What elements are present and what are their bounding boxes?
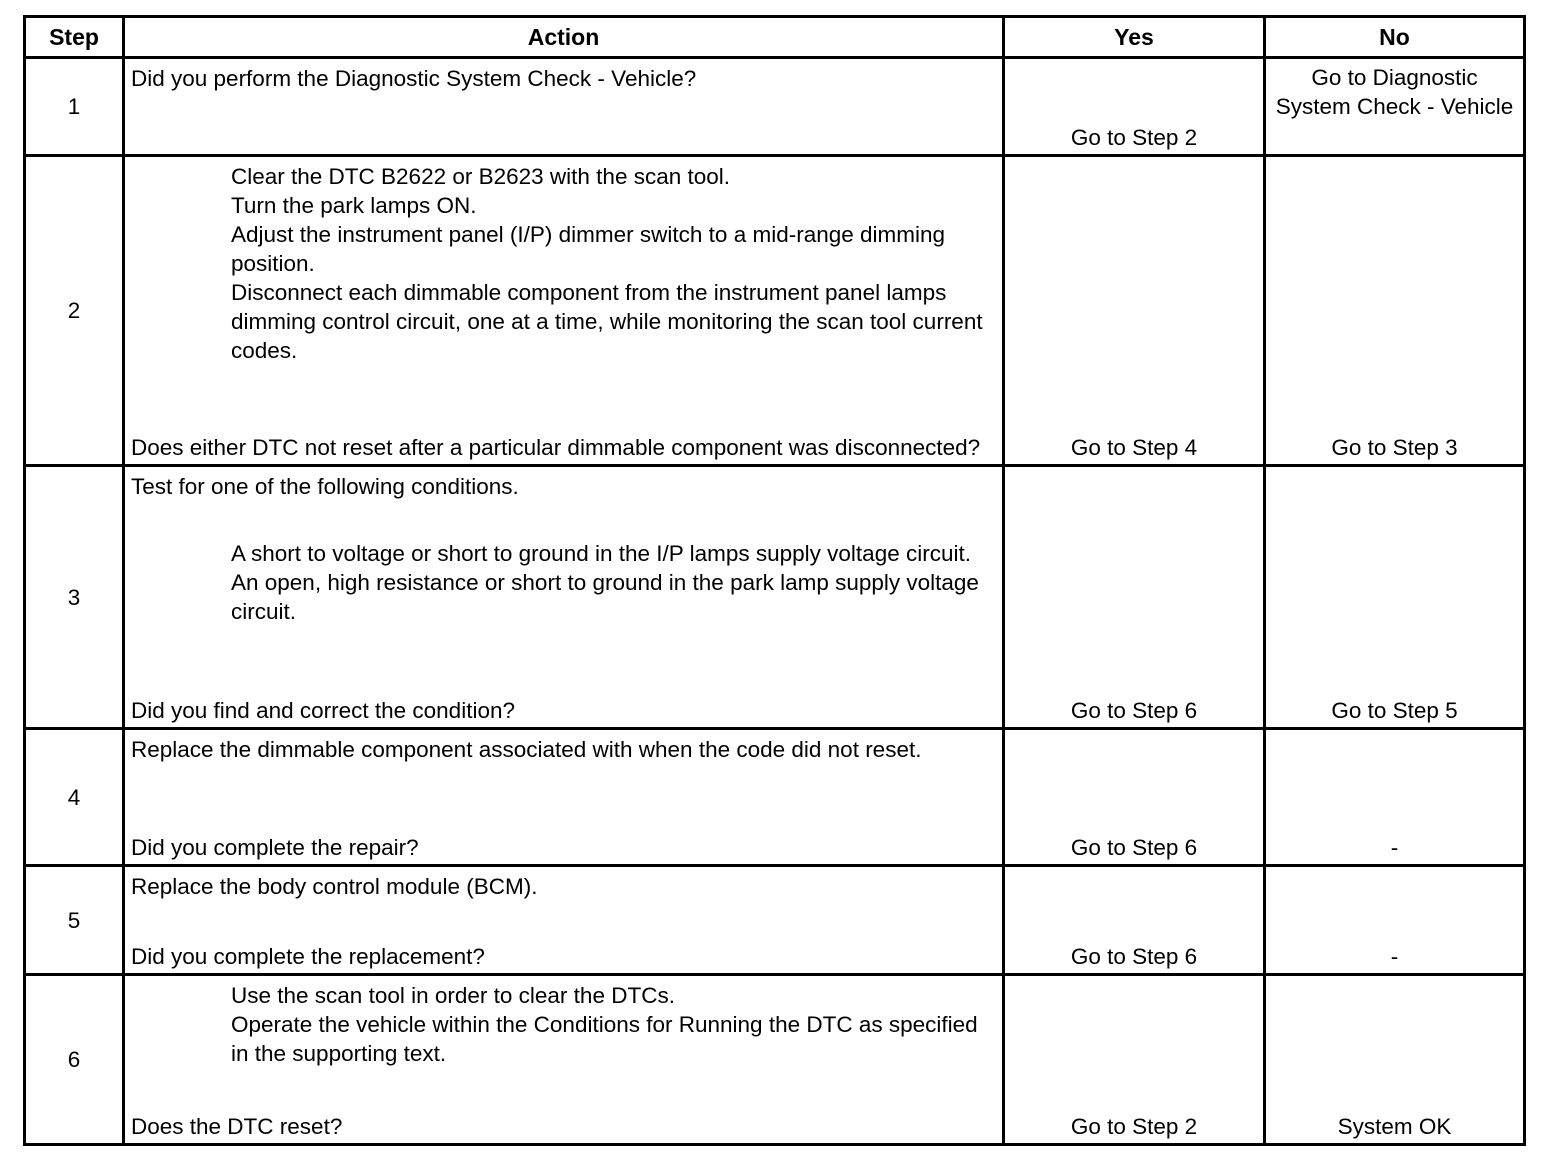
action-step-item: A short to voltage or short to ground in the I/P lamps supply voltage circuit. [231, 541, 971, 566]
header-step: Step [26, 18, 125, 59]
no-cell: - [1266, 867, 1523, 976]
action-question: Did you find and correct the condition? [131, 698, 515, 723]
action-steps [131, 539, 996, 626]
action-text: Replace the dimmable component associated with when the code did not reset. [131, 737, 922, 762]
yes-cell: Go to Step 2 [1005, 59, 1266, 157]
step-number: 2 [26, 157, 125, 467]
action-cell [125, 157, 1005, 467]
step-number: 6 [26, 976, 125, 1143]
action-step-item: An open, high resistance or short to ground in the park lamp supply voltage circuit. [231, 570, 979, 624]
step-number: 3 [26, 467, 125, 730]
step-number: 1 [26, 59, 125, 157]
header-no: No [1266, 18, 1523, 59]
action-step-item: Turn the park lamps ON. [231, 193, 477, 218]
header-yes: Yes [1005, 18, 1266, 59]
action-text: Replace the body control module (BCM). [131, 874, 538, 899]
action-steps [131, 981, 996, 1068]
action-cell [125, 867, 1005, 976]
action-step-item: Operate the vehicle within the Conditions for Running the DTC as specified in the supporting text. [231, 1012, 978, 1066]
header-action: Action [125, 18, 1005, 59]
action-question: Does the DTC reset? [131, 1114, 343, 1139]
no-cell: - [1266, 730, 1523, 867]
no-cell: Go to Diagnostic System Check - Vehicle [1266, 59, 1523, 157]
action-cell [125, 976, 1005, 1143]
action-step-item: Adjust the instrument panel (I/P) dimmer switch to a mid-range dimming position. [231, 222, 946, 276]
no-cell: Go to Step 5 [1266, 467, 1523, 730]
action-cell [125, 59, 1005, 157]
action-question: Did you complete the replacement? [131, 944, 485, 969]
yes-cell: Go to Step 2 [1005, 976, 1266, 1143]
yes-cell: Go to Step 6 [1005, 467, 1266, 730]
action-text: Did you perform the Diagnostic System Check - Vehicle? [131, 66, 697, 91]
action-question: Does either DTC not reset after a particular dimmable component was disconnected? [131, 435, 981, 460]
yes-cell: Go to Step 6 [1005, 730, 1266, 867]
step-number: 5 [26, 867, 125, 976]
action-cell [125, 467, 1005, 730]
action-text: Test for one of the following conditions. [131, 474, 519, 499]
no-cell: Go to Step 3 [1266, 157, 1523, 467]
diagnostic-table [23, 15, 1526, 1146]
action-step-item: Clear the DTC B2622 or B2623 with the scan tool. [231, 164, 731, 189]
action-question: Did you complete the repair? [131, 835, 419, 860]
action-steps [131, 162, 996, 365]
yes-cell: Go to Step 6 [1005, 867, 1266, 976]
step-number: 4 [26, 730, 125, 867]
no-cell: System OK [1337, 1114, 1452, 1139]
yes-cell: Go to Step 4 [1005, 157, 1266, 467]
action-cell [125, 730, 1005, 867]
action-step-item: Disconnect each dimmable component from the instrument panel lamps dimming control circuit, one at a time, while monitoring the scan tool current codes. [231, 280, 983, 363]
action-step-item: Use the scan tool in order to clear the DTCs. [231, 983, 675, 1008]
